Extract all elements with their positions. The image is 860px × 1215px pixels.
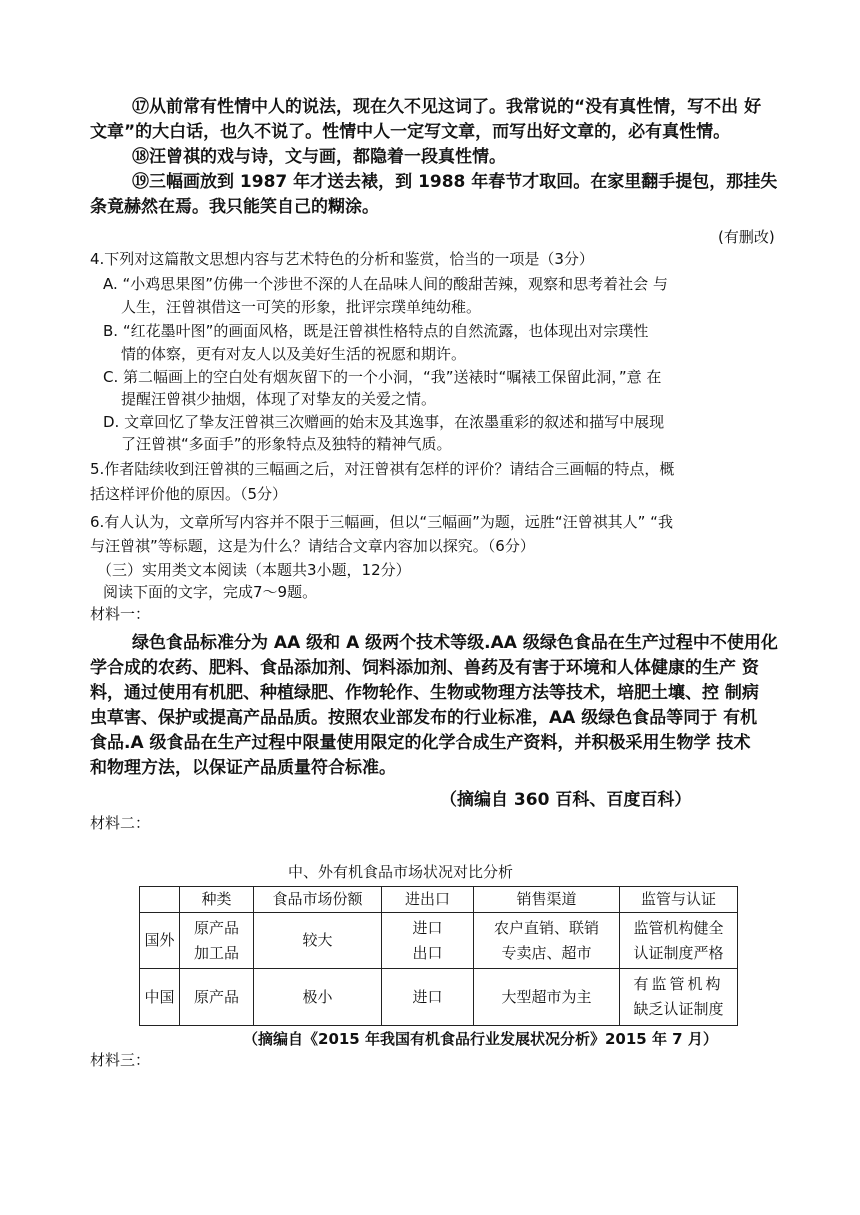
- paragraph-18: ⑱汪曾祺的戏与诗，文与画，都隐着一段真性情。: [132, 147, 506, 167]
- regulation-value: 认证制度严格: [633, 943, 724, 962]
- question-4-option-c-line-2: 提醒汪曾祺少抽烟，体现了对挚友的关爱之情。: [121, 390, 437, 408]
- material-1-line-5: 食品.A 级食品在生产过程中限量使用限定的化学合成生产资料，并积极采用生物学 技术: [90, 733, 751, 753]
- material-1-label: 材料一：: [90, 605, 151, 623]
- paragraph-17-line-1: ⑰从前常有性情中人的说法，现在久不见这词了。我常说的“没有真性情，写不出 好: [132, 97, 762, 117]
- table-title: 中、外有机食品市场状况对比分析: [288, 863, 514, 881]
- table-header-cell: 食品市场份额: [254, 887, 382, 913]
- table-header-cell: 监管与认证: [620, 887, 738, 913]
- material-2-label: 材料二：: [90, 814, 151, 832]
- material-1-line-6: 和物理方法，以保证产品质量符合标准。: [90, 758, 396, 778]
- question-4-option-d-line-1: D. 文章回忆了挚友汪曾祺三次赠画的始末及其逸事，在浓墨重彩的叙述和描写中展现: [103, 413, 665, 431]
- comparison-table: [139, 886, 738, 1026]
- channel-value: 专卖店、超市: [501, 943, 592, 962]
- regulation-cell: [620, 913, 738, 969]
- question-4-option-a-line-1: A. “小鸡思果图”仿佛一个涉世不深的人在品味人间的酸甜苦辣，观察和思考着社会 与: [103, 275, 668, 293]
- kind-cell: 原产品: [180, 969, 254, 1026]
- table-header-cell: 种类: [180, 887, 254, 913]
- question-4-option-c-line-1: C. 第二幅画上的空白处有烟灰留下的一个小洞，“我”送裱时“嘱裱工保留此洞，”意 在: [103, 368, 662, 386]
- question-4-option-a-line-2: 人生，汪曾祺借这一可笑的形象，批评宗璞单纯幼稚。: [121, 298, 482, 316]
- table-header-cell: 进出口: [382, 887, 474, 913]
- material-1-line-2: 学合成的农药、肥料、食品添加剂、饲料添加剂、兽药及有害于环境和人体健康的生产 资: [90, 658, 759, 678]
- paragraph-19-line-2: 条竟赫然在焉。我只能笑自己的糊涂。: [90, 197, 379, 217]
- trade-cell: 进口: [382, 969, 474, 1026]
- kind-value: 加工品: [193, 943, 239, 962]
- question-4-option-d-line-2: 了汪曾祺“多面手”的形象特点及独特的精神气质。: [121, 435, 452, 453]
- table-header-row: [140, 887, 738, 913]
- regulation-cell: [620, 969, 738, 1026]
- section-3-instruction: 阅读下面的文字，完成7～9题。: [103, 583, 318, 601]
- paragraph-19-line-1: ⑲三幅画放到 1987 年才送去裱，到 1988 年春节才取回。在家里翻手提包，那挂失: [132, 172, 778, 192]
- table-row-foreign: [140, 913, 738, 969]
- region-cell: 国外: [140, 913, 180, 969]
- essay-ending: [90, 95, 780, 220]
- question-6-line-2: 与汪曾祺”等标题，这是为什么？请结合文章内容加以探究。（6分）: [90, 537, 535, 555]
- paragraph-17-line-2: 文章”的大白话，也久不说了。性情中人一定写文章，而写出好文章的，必有真性情。: [90, 122, 731, 142]
- regulation-value: 有监管机构: [633, 975, 724, 993]
- material-1-line-1: 绿色食品标准分为 AA 级和 A 级两个技术等级.AA 级绿色食品在生产过程中不使用化: [132, 633, 778, 653]
- channel-cell: 大型超市为主: [474, 969, 620, 1026]
- material-1-line-4: 虫草害、保护或提高产品品质。按照农业部发布的行业标准，AA 级绿色食品等同于 有机: [90, 708, 758, 728]
- material-2-source: （摘编自《2015 年我国有机食品行业发展状况分析》2015 年 7 月）: [243, 1030, 718, 1048]
- table-header-cell: 销售渠道: [474, 887, 620, 913]
- section-3-heading: （三）实用类文本阅读（本题共3小题，12分）: [97, 561, 411, 579]
- share-cell: 极小: [254, 969, 382, 1026]
- material-1-line-3: 料，通过使用有机肥、种植绿肥、作物轮作、生物或物理方法等技术，培肥土壤、控 制病: [90, 683, 759, 703]
- material-1-body: [90, 631, 780, 781]
- channel-cell: [474, 913, 620, 969]
- region-cell: 中国: [140, 969, 180, 1026]
- source-note: (有删改): [718, 228, 775, 246]
- question-4-stem: 4.下列对这篇散文思想内容与艺术特色的分析和鉴赏，恰当的一项是（3分）: [90, 250, 594, 268]
- share-cell: 较大: [254, 913, 382, 969]
- material-3-label: 材料三：: [90, 1051, 151, 1069]
- channel-value: 农户直销、联销: [493, 918, 599, 937]
- trade-value: 进口: [412, 918, 443, 937]
- question-5-line-1: 5.作者陆续收到汪曾祺的三幅画之后，对汪曾祺有怎样的评价？请结合三画幅的特点，概: [90, 460, 675, 478]
- table-row-china: [140, 969, 738, 1026]
- question-5-line-2: 括这样评价他的原因。（5分）: [90, 485, 288, 503]
- material-1-source: （摘编自 360 百科、百度百科）: [440, 790, 692, 810]
- question-6-line-1: 6.有人认为，文章所写内容并不限于三幅画，但以“三幅画”为题，远胜“汪曾祺其人” “我: [90, 513, 673, 531]
- kind-cell: [180, 913, 254, 969]
- kind-value: 原产品: [193, 918, 239, 937]
- trade-cell: [382, 913, 474, 969]
- table-header-cell: [140, 887, 180, 913]
- question-4-option-b-line-1: B. “红花墨叶图”的画面风格，既是汪曾祺性格特点的自然流露，也体现出对宗璞性: [103, 322, 649, 340]
- regulation-value: 缺乏认证制度: [633, 1000, 724, 1018]
- question-4-option-b-line-2: 情的体察，更有对友人以及美好生活的祝愿和期许。: [121, 345, 467, 363]
- regulation-value: 监管机构健全: [633, 918, 724, 937]
- trade-value: 出口: [412, 943, 443, 962]
